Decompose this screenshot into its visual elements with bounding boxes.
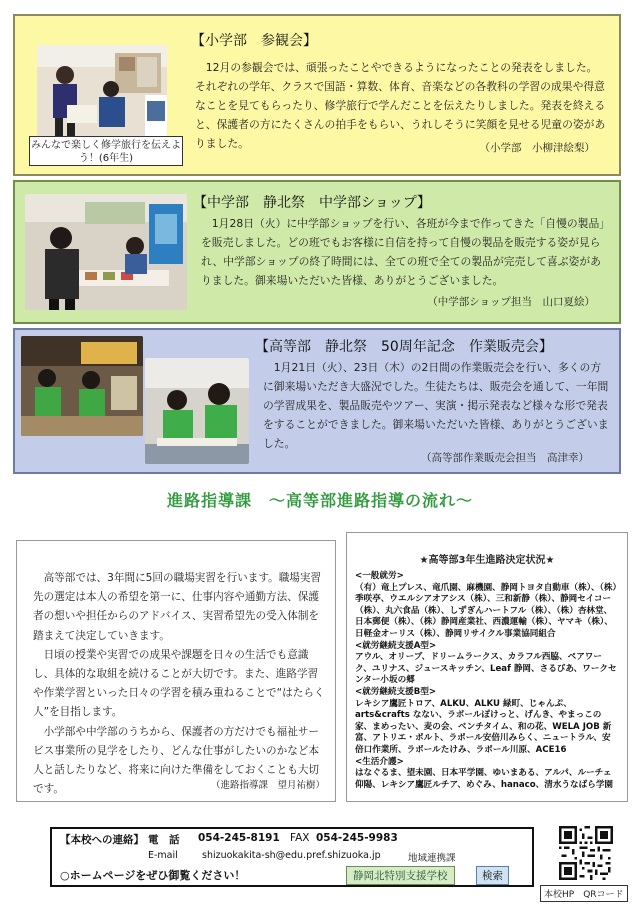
elementary-signature: （小学部 小柳津絵梨） — [479, 142, 595, 154]
career-heading: 進路指導課 ～高等部進路指導の流れ～ — [166, 491, 473, 510]
elementary-title: 【小学部 参観会】 — [191, 33, 317, 49]
junior-photo — [25, 194, 187, 310]
elementary-panel — [13, 14, 621, 176]
junior-panel — [13, 180, 621, 324]
email-address[interactable]: shizuokakita-sh@edu.pref.shizuoka.jp — [202, 850, 381, 861]
tel-label: 電 話 — [148, 834, 180, 846]
email-label: E-mail — [148, 850, 178, 861]
high-body: 1月21日（火）、23日（木）の2日間の作業販売会を行い、多くの方に御来場いただき大盛況でした。生徒たちは、販売会を通して、一年間の学習成果を、製品販売やツアー、実演・掲示発表など様々な形で発表をすることができました。御来場いただいた皆様、ありがとうございました。 — [263, 361, 609, 450]
school-name-search-box[interactable]: 静岡北特別支援学校 — [346, 866, 455, 885]
department: 地域連携課 — [408, 853, 456, 864]
elementary-photo — [37, 45, 167, 139]
career-signature: （進路指導課 望月祐樹） — [210, 780, 325, 791]
career-body: 高等部では、3年間に5回の職場実習を行います。職場実習先の選定は本人の希望を第一に、仕事内容や通勤方法、保護者の想いや担任からのアドバイス、実習希望先の受入体制を踏まえて決定していきます。 日頃の授業や実習での成果や課題を日々の生活でも意識し、具体的な取組を続けることが大切です。また、進路学習や作業学習といった日々の学習を積み重ねることで“はたらく人”を目指します。 小学部や中学部のうちから、保護者の方だけでも福祉サービス事業所の見学をしたり、どんな仕事がしたいのかなど本人と話したりなど、将来に向けた準備をしておくことも大切です。 — [33, 572, 325, 796]
contact-footer — [50, 827, 534, 887]
elementary-body: 12月の参観会では、頑張ったことやできるようになったことの発表をしました。それぞれの学年、クラスで国語・算数、体育、音楽などの各教科の学習の成果や得意なことを見てもらったり、修学旅行で学んだことを伝えたりしました。発表を終えると、保護者の方にたくさんの拍手をもらい、うれしそうに笑顔を見せる児童の姿がありました。 — [195, 61, 606, 150]
fax-label: FAX — [290, 832, 310, 844]
high-title: 【高等部 静北祭 50周年記念 作業販売会】 — [255, 339, 553, 355]
high-signature: （高等部作業販売会担当 高津幸） — [421, 452, 589, 464]
tel-number: 054-245-8191 — [198, 832, 280, 844]
junior-body: 1月28日（火）に中学部ショップを行い、各班が今まで作ってきた「自慢の製品」を販売しました。どの班でもお客様に自信を持って自慢の製品を販売する姿が見られ、中学部ショップの終了時間には、全ての班で全ての製品が完売して喜ぶ姿がありました。御来場いただいた皆様、ありがとうございました。 — [201, 217, 605, 287]
qr-code-icon — [559, 826, 613, 880]
qr-code-label: 本校HP QRコード — [540, 885, 628, 902]
elementary-photo-caption: みんなで楽しく修学旅行を伝えよう！(6年生) — [29, 136, 183, 166]
fax-number: 054-245-9983 — [316, 832, 398, 844]
high-photo-left — [21, 336, 143, 436]
contact-label: 【本校への連絡】 — [60, 834, 144, 846]
homepage-prompt: ○ホームページをぜひ御覧ください！ — [60, 869, 246, 882]
career-results-list: <一般就労> （有）竜上プレス、竜爪園、麻機園、静岡トヨタ自動車（株）、（株）季咲亭、ウエルシアオアシス（株）、三和新静（株）、静岡セイコー（株）、丸六食品（株）、しずぎんハートフル（株）、（株）杏林堂、日本郵便（株）、（株）静岡産業社、西濃運輸（株）、ヤマキ（株）、日軽金オーリス（株）、静岡リサイクル事業協同組合 <就労継続支援A型> アウル、オリーブ、ドリームラークス、カラフル西脇、ペアワーク、ユリナス、ジュースキッチン、Leaf 静岡、さるびあ、ワークセンター小坂の郷 <就労継続支援B型> レキシア鷹匠トロア、ALKU、ALKU 緑町、じゃんぷ、arts&crafts なない、ラポールぽけっと、げんき、やまっこの家、まめったい、麦の会、ベンチタイム、和の花、WELA JOB 新富、アトリエ・ポルト、ラポール安倍川みらく、ニュートラル、安倍口作業所、ラポールたけみ、ラポール川原、ACE16 <生活介護> はなぐるま、望未園、日本平学園、ゆいまある、アルパ、ルーチェ仰陽、レキシア鷹匠ルチア、めぐみ、hanaco、清水うなばら学園 — [355, 571, 617, 790]
junior-signature: （中学部ショップ担当 山口夏絵） — [427, 296, 595, 308]
career-text-box — [16, 540, 336, 802]
search-button[interactable]: 検索 — [476, 866, 509, 885]
career-results-title: ★高等部3年生進路決定状況★ — [419, 555, 555, 566]
career-results-box — [346, 532, 628, 802]
junior-title: 【中学部 静北祭 中学部ショップ】 — [193, 195, 431, 211]
high-panel — [13, 328, 621, 474]
high-photo-right — [145, 358, 249, 464]
